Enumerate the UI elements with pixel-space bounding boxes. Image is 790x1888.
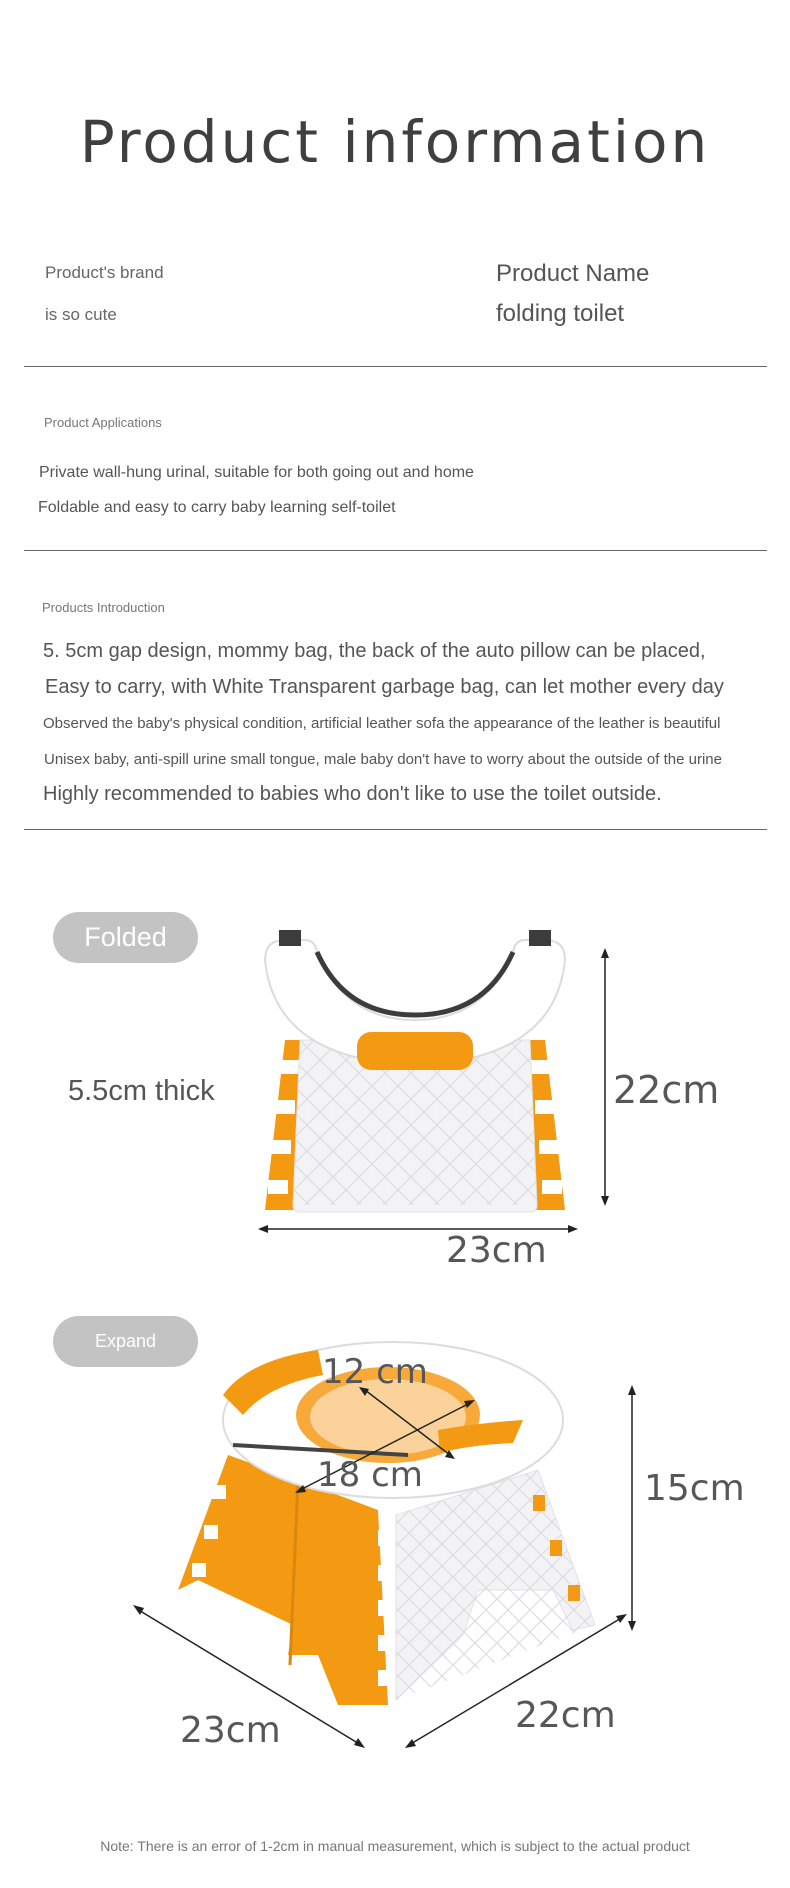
introduction-line: Easy to carry, with White Transparent garbage bag, can let mother every day	[45, 676, 724, 698]
folded-height-label: 22cm	[613, 1068, 720, 1112]
measurement-note: Note: There is an error of 1-2cm in manual measurement, which is subject to the actual product	[100, 1838, 690, 1854]
expand-depth-left-label: 23cm	[180, 1710, 281, 1751]
inner-width-label: 12 cm	[322, 1352, 428, 1392]
brand-value: is so cute	[45, 305, 117, 324]
applications-heading: Product Applications	[44, 415, 162, 430]
expand-height-arrow	[627, 1385, 637, 1631]
divider	[24, 550, 767, 551]
product-name-label: Product Name	[496, 260, 650, 287]
expand-height-label: 15cm	[644, 1468, 745, 1509]
divider	[24, 829, 767, 830]
folded-badge: Folded	[53, 912, 198, 963]
folded-width-label: 23cm	[446, 1230, 547, 1271]
folded-thickness-label: 5.5cm thick	[68, 1075, 215, 1107]
introduction-line: 5. 5cm gap design, mommy bag, the back of the auto pillow can be placed,	[43, 640, 706, 662]
introduction-line: Observed the baby's physical condition, artificial leather sofa the appearance of the leather is beautiful	[43, 715, 721, 732]
product-name-value: folding toilet	[496, 300, 625, 327]
divider	[24, 366, 767, 367]
introduction-line: Unisex baby, anti-spill urine small tongue, male baby don't have to worry about the outside of the urine	[44, 751, 722, 768]
folded-toilet-illustration	[255, 930, 575, 1220]
applications-line: Foldable and easy to carry baby learning self-toilet	[38, 499, 396, 516]
folded-height-arrow	[600, 948, 610, 1206]
expand-badge: Expand	[53, 1316, 198, 1367]
applications-line: Private wall-hung urinal, suitable for both going out and home	[39, 464, 474, 481]
expand-depth-right-label: 22cm	[515, 1695, 616, 1736]
page-title: Product information	[79, 108, 711, 176]
introduction-line: Highly recommended to babies who don't like to use the toilet outside.	[43, 783, 662, 805]
inner-length-label: 18 cm	[317, 1455, 423, 1495]
brand-label: Product's brand	[45, 263, 164, 282]
introduction-heading: Products Introduction	[42, 600, 165, 615]
